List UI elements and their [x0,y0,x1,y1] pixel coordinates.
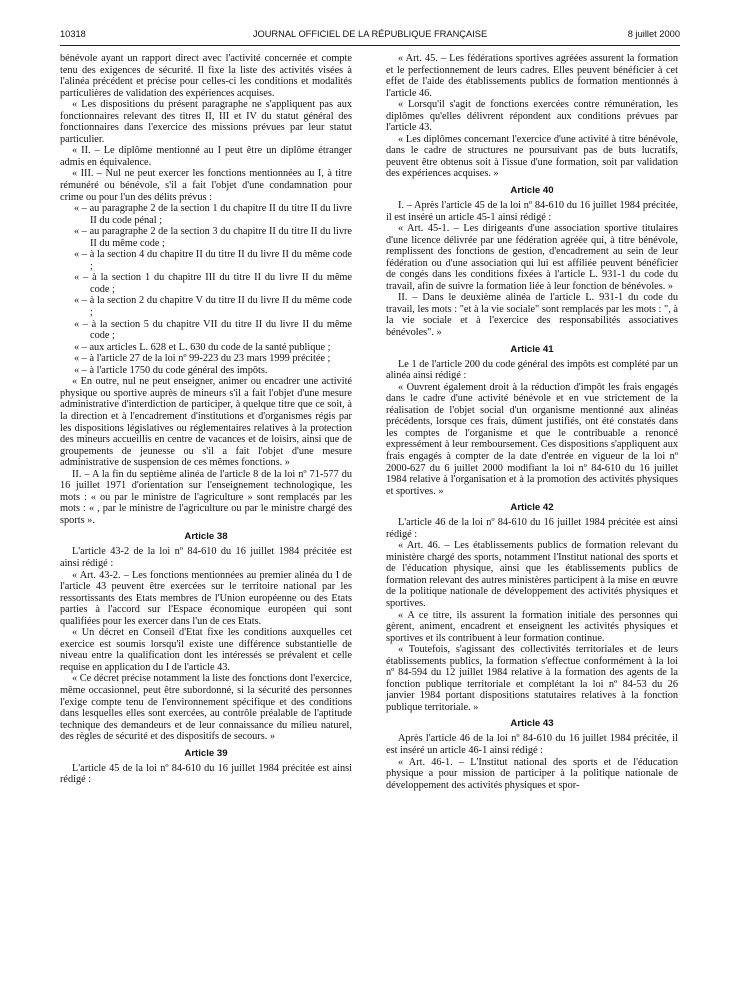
paragraph: « Art. 46. – Les établissements publics de formation relevant du ministère chargé des sports, notamment l'Institut national des sports et de l'éducation physique, ainsi que les établissements publics de formation relevant des autres ministères participent à la mise en œuvre de la politique nationale de développement des activités physiques et sportives. [386,540,678,609]
paragraph: « II. – Le diplôme mentionné au I peut être un diplôme étranger admis en équivalence. [60,145,352,168]
list-item: « – à l'article 1750 du code général des impôts. [74,364,268,376]
paragraph: L'article 45 de la loi nº 84-610 du 16 juillet 1984 précitée est ainsi rédigé : [60,762,352,786]
right-column [386,53,678,983]
article-heading: Article 43 [510,718,554,730]
paragraph: « Les dispositions du présent paragraphe ne s'appliquent pas aux fonctionnaires relevant des titres II, III et IV du statut général des fonctionnaires dans l'exercice des missions prévues par leur statut particulier. [60,99,352,145]
publication-date: 8 juillet 2000 [627,29,680,39]
list-item: « – à la section 4 du chapitre II du titre II du livre II du même code ; [74,249,352,272]
article-heading: Article 42 [510,502,554,514]
paragraph: « Art. 43-2. – Les fonctions mentionnées au premier alinéa du I de l'article 43 peuvent être exercées sur le territoire national par les ressortissants des Etats membres de l'Union européenne ou des Etats parties à l'accord sur l'Espace économique européen qui sont qualifiées pour les exercer dans l'un de ces Etats. [60,569,352,627]
header-rule [60,45,680,46]
list-item: « – à la section 5 du chapitre VII du titre II du livre II du même code ; [74,318,352,342]
paragraph: « Les diplômes concernant l'exercice d'une activité à titre bénévole, dans le cadre de structures ne poursuivant pas de buts lucratifs, peuvent être obtenus soit à l'issue d'une formation, soit par validation des expériences acquises. » [386,133,678,180]
list-item: « – aux articles L. 628 et L. 630 du code de la santé publique ; [74,341,331,353]
paragraph: « Lorsqu'il s'agit de fonctions exercées contre rémunération, les diplômes qu'elles délivrent répondent aux conditions prévues par l'article 43. [386,99,678,134]
list-item: « – au paragraphe 2 de la section 1 du chapitre II du titre II du livre II du code pénal ; [74,203,352,226]
article-heading: Article 38 [184,531,228,543]
list-item: « – au paragraphe 2 de la section 3 du chapitre II du titre II du livre II du même code ; [74,226,352,249]
paragraph: « Un décret en Conseil d'Etat fixe les conditions auxquelles cet exercice est soumis lorsqu'il existe une différence substantielle de niveau entre la qualification dont les intéressés se prévalent et celle requise en application du I de l'article 43. [60,627,352,673]
page-number: 10318 [60,29,86,39]
paragraph: Après l'article 46 de la loi nº 84-610 du 16 juillet 1984 précitée, il est inséré un article 46-1 ainsi rédigé : [386,733,678,756]
paragraph: bénévole ayant un rapport direct avec l'activité concernée et compte tenu des exigences de sécurité. Il fixe la liste des activités visées à l'alinéa précédent et précise pour celles-ci les conditions et modalités particulières de validation des expériences acquises. [60,53,352,99]
paragraph: « Toutefois, s'agissant des collectivités territoriales et de leurs établissements publics, la formation s'effectue conformément à la loi nº 84-594 du 12 juillet 1984 relative à la formation des agents de la fonction publique territoriale et complétant la loi nº 84-53 du 26 janvier 1984 portant dispositions statutaires relatives à la fonction publique territoriale. » [386,644,678,713]
paragraph: « A ce titre, ils assurent la formation initiale des personnes qui gèrent, animent, encadrent et enseignent les activités physiques et sportives et ils contribuent à leur formation continue. [386,609,678,644]
paragraph: « Art. 45-1. – Les dirigeants d'une association sportive titulaires d'une licence délivrée par une fédération agréée qui, à titre bénévole, remplissent des fonctions de gestion, d'encadrement au sein de leur fédération ou d'une association qui lui est affiliée peuvent bénéficier de congés dans les conditions fixées à l'article L. 931-1 du code du travail, afin de suivre la formation liée à leur fonction de bénévoles. » [386,223,678,292]
paragraph: « III. – Nul ne peut exercer les fonctions mentionnées au I, à titre rémunéré ou bénévole, s'il a fait l'objet d'une condamnation pour crime ou pour l'un des délits prévus : [60,168,352,203]
article-heading: Article 41 [510,343,554,355]
paragraph: « Art. 46-1. – L'Institut national des sports et de l'éducation physique a pour mission de participer à la politique nationale de développement des activités physiques et spor- [386,756,678,791]
paragraph: L'article 46 de la loi nº 84-610 du 16 juillet 1984 précitée est ainsi rédigé : [386,517,678,540]
page-header [60,29,680,43]
paragraph: L'article 43-2 de la loi nº 84-610 du 16 juillet 1984 précitée est ainsi rédigé : [60,546,352,569]
journal-title: JOURNAL OFFICIEL DE LA RÉPUBLIQUE FRANÇAISE [252,29,488,39]
paragraph: Le 1 de l'article 200 du code général des impôts est complété par un alinéa ainsi rédigé : [386,358,678,382]
list-item: « – à la section 2 du chapitre V du titre II du livre II du même code ; [74,295,352,319]
paragraph: II. – Dans le deuxième alinéa de l'article L. 931-1 du code du travail, les mots : "et à la vie sociale" sont remplacés par les mots : ", à la vie sociale et à l'exercice des responsabilités associatives bénévoles". » [386,292,678,339]
left-column [60,53,352,983]
paragraph: I. – Après l'article 45 de la loi nº 84-610 du 16 juillet 1984 précitée, il est inséré un article 45-1 ainsi rédigé : [386,200,678,223]
paragraph: II. – A la fin du septième alinéa de l'article 8 de la loi nº 71-577 du 16 juillet 1971 d'orientation sur l'enseignement technologique, les mots : « ou par le ministre de l'agriculture » sont remplacés par les mots : « , par le ministre de l'agriculture ou par le ministre chargé des sports ». [60,468,352,526]
paragraph: « En outre, nul ne peut enseigner, animer ou encadrer une activité physique ou sportive auprès de mineurs s'il a fait l'objet d'une mesure administrative d'interdiction de participer, à quelque titre que ce soit, à la direction et à l'encadrement d'institutions et d'organismes régis par les dispositions législatives ou réglementaires relatives à la protection des mineurs accueillis en centre de vacances et de loisirs, ainsi que de groupements de jeunesse ou s'il a fait l'objet d'une mesure administrative de suspension de ces mêmes fonctions. » [60,376,352,469]
article-heading: Article 39 [184,747,228,759]
paragraph: « Art. 45. – Les fédérations sportives agréées assurent la formation et le perfectionnement de leurs cadres. Elles peuvent bénéficier à cet effet de l'aide des établissements publics de formation mentionnés à l'article 46. [386,53,678,99]
article-heading: Article 40 [510,185,554,197]
paragraph: « Ce décret précise notamment la liste des fonctions dont l'exercice, même occasionnel, peut être subordonné, si la sécurité des personnes l'exige compte tenu de l'environnement spécifique et des conditions dans lesquelles elles sont exercées, au contrôle préalable de l'aptitude technique des demandeurs et de leur connaissance du milieu naturel, des règles de sécurité et des dispositifs de secours. » [60,673,352,743]
list-item: « – à la section 1 du chapitre III du titre II du livre II du même code ; [74,272,352,295]
paragraph: « Ouvrent également droit à la réduction d'impôt les frais engagés dans le cadre d'une activité bénévole et en vue strictement de la réalisation de l'objet social d'un organisme mentionné aux alinéas précédents, lorsque ces frais, dûment justifiés, ont été constatés dans les comptes de l'organisme et que le contribuable a renoncé expressément à leur remboursement. Ces dispositions s'appliquent aux frais engagés à compter de la date d'entrée en vigueur de la loi nº 2000-627 du 6 juillet 2000 modifiant la loi nº 84-610 du 16 juillet 1984 relative à l'organisation et à la promotion des activités physiques et sportives. » [386,381,678,497]
list-item: « – à l'article 27 de la loi nº 99-223 du 23 mars 1999 précitée ; [74,353,331,365]
